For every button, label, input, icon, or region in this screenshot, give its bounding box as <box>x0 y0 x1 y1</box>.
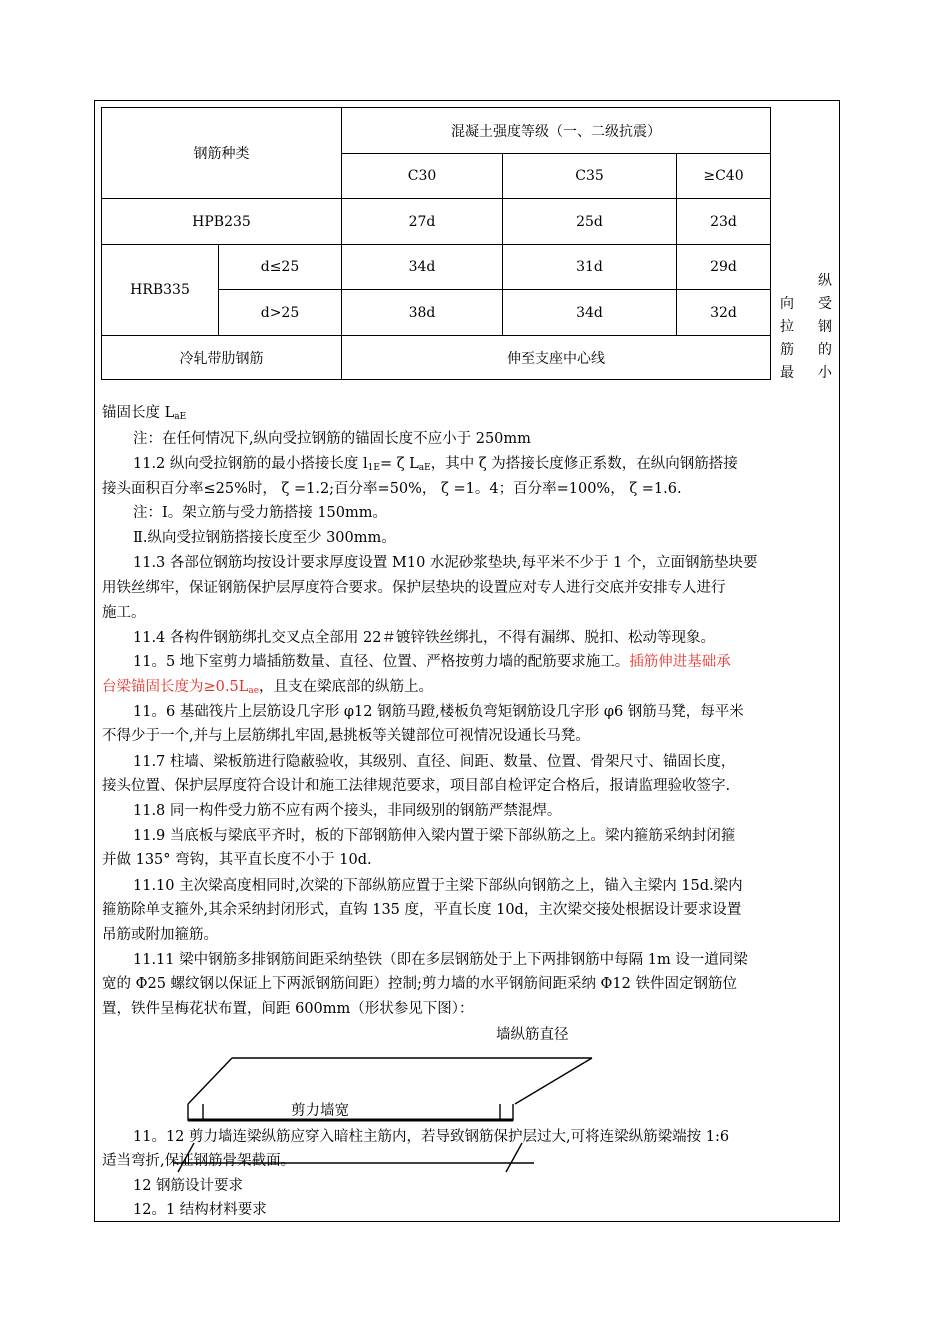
header-c35: C35 <box>503 154 677 199</box>
heading-12: 12 钢筋设计要求 <box>133 1178 244 1194</box>
row-subtype: d>25 <box>219 290 342 336</box>
cell-value: 31d <box>503 245 677 290</box>
cell-value: 34d <box>342 245 503 290</box>
cell-value: 27d <box>342 199 503 245</box>
header-concrete-grade: 混凝土强度等级（一、二级抗震） <box>342 108 771 154</box>
paragraph-11-5: 11。5 地下室剪力墙插筋数量、直径、位置、严格按剪力墙的配筋要求施工。插筋伸进基础承 <box>133 654 731 670</box>
vertical-side-label: 纵 向 受 拉 钢 筋 的 最 小 <box>780 273 832 381</box>
paragraph-11-8: 11.8 同一构件受力筋不应有两个接头，非同级别的钢筋严禁混焊。 <box>133 803 562 819</box>
paragraph-11-11-cont2: 置，铁件呈梅花状布置，间距 600mm（形状参见下图）： <box>102 1001 474 1017</box>
header-c40: ≥C40 <box>677 154 771 199</box>
paragraph-11-9: 11.9 当底板与梁底平齐时，板的下部钢筋伸入梁内置于梁下部纵筋之上。梁内箍筋采纳封闭箍 <box>133 828 736 844</box>
paragraph-11-12-cont: 适当弯折,保证钢筋骨架截面。 <box>102 1153 296 1169</box>
cell-value: 34d <box>503 290 677 336</box>
cell-value: 38d <box>342 290 503 336</box>
row-type-hrb335: HRB335 <box>102 245 219 336</box>
row-type-hpb235: HPB235 <box>102 199 342 245</box>
paragraph-11-2: 11.2 纵向受拉钢筋的最小搭接长度 $l_{1E}= \zeta$ $L_{aE}$，其中 ζ 为搭接长度修正系数，在纵向钢筋搭接 <box>133 456 738 473</box>
paragraph-11-12: 11。12 剪力墙连梁纵筋应穿入暗柱主筋内，若导致钢筋保护层过大,可将连梁纵筋梁端按 1:6 <box>133 1129 730 1145</box>
row-type-cold-rolled: 冷轧带肋钢筋 <box>102 336 342 380</box>
note-250mm: 注：在任何情况下,纵向受拉钢筋的锚固长度不应小于 250mm <box>133 431 531 447</box>
paragraph-11-2-cont: 接头面积百分率≤25%时， ζ =1.2;百分率=50%， ζ =1。4；百分率=100%， ζ =1.6. <box>102 481 682 497</box>
paragraph-11-4: 11.4 各构件钢筋绑扎交叉点全部用 22＃镀锌铁丝绑扎，不得有漏绑、脱扣、松动等现象。 <box>133 630 715 646</box>
paragraph-11-3-cont2: 施工。 <box>102 605 146 621</box>
paragraph-11-10-cont2: 吊筋或附加箍筋。 <box>102 927 218 943</box>
header-rebar-type: 钢筋种类 <box>102 108 342 199</box>
paragraph-11-7-cont: 接头位置、保护层厚度符合设计和施工法律规范要求，项目部自检评定合格后，报请监理验收签字. <box>102 778 731 794</box>
paragraph-11-11: 11.11 梁中钢筋多排钢筋间距采纳垫铁（即在多层钢筋处于上下两排钢筋中每隔 1m 设一道同梁 <box>133 952 748 968</box>
paragraph-11-6: 11。6 基础筏片上层筋设几字形 φ12 钢筋马蹬,楼板负弯矩钢筋设几字形 φ6 钢筋马凳，每平米 <box>133 704 744 720</box>
paragraph-11-3-cont1: 用铁丝绑牢，保证钢筋保护层厚度符合要求。保护层垫块的设置应对专人进行交底并安排专人进行 <box>102 580 726 596</box>
diagram-label-rebar-diameter: 墙纵筋直径 <box>496 1027 569 1043</box>
note-ii: Ⅱ.纵向受拉钢筋搭接长度至少 300mm。 <box>133 530 396 546</box>
cell-value: 29d <box>677 245 771 290</box>
cell-value: 32d <box>677 290 771 336</box>
note-i: 注：Ⅰ。架立筋与受力筋搭接 150mm。 <box>133 505 388 521</box>
paragraph-11-9-cont: 并做 135° 弯钩，其平直长度不小于 10d. <box>102 852 372 868</box>
paragraph-11-10: 11.10 主次梁高度相同时,次梁的下部纵筋应置于主梁下部纵向钢筋之上，锚入主梁内 15d.梁内 <box>133 878 743 894</box>
paragraph-11-11-cont1: 宽的 Φ25 螺纹钢以保证上下两派钢筋间距）控制;剪力墙的水平钢筋间距采纳 Φ12 铁件固定钢筋位 <box>102 976 737 992</box>
paragraph-11-7: 11.7 柱墙、梁板筋进行隐蔽验收，其级别、直径、间距、数量、位置、骨架尺寸、锚固长度， <box>133 754 736 770</box>
paragraph-11-10-cont1: 箍筋除单支箍外,其余采纳封闭形式，直钩 135 度，平直长度 10d，主次梁交接处根据设计要求设置 <box>102 902 742 918</box>
row-subtype: d≤25 <box>219 245 342 290</box>
heading-12-1: 12。1 结构材料要求 <box>133 1202 267 1218</box>
cell-value: 25d <box>503 199 677 245</box>
anchor-length-line: 锚固长度 $L_{aE}$ <box>102 405 187 422</box>
diagram-label-wall-width: 剪力墙宽 <box>291 1103 349 1119</box>
header-c30: C30 <box>342 154 503 199</box>
paragraph-11-3: 11.3 各部位钢筋均按设计要求厚度设置 M10 水泥砂浆垫块,每平米不少于 1 个，立面钢筋垫块要 <box>133 555 758 571</box>
paragraph-11-6-cont: 不得少于一个,并与上层筋绑扎牢固,悬挑板等关键部位可视情况设通长马凳。 <box>102 728 590 744</box>
paragraph-11-5-cont: 台梁锚固长度为$\ge 0.5L_{ae}$，且支在梁底部的纵筋上。 <box>102 679 434 696</box>
cell-merged: 伸至支座中心线 <box>342 336 771 380</box>
cell-value: 23d <box>677 199 771 245</box>
